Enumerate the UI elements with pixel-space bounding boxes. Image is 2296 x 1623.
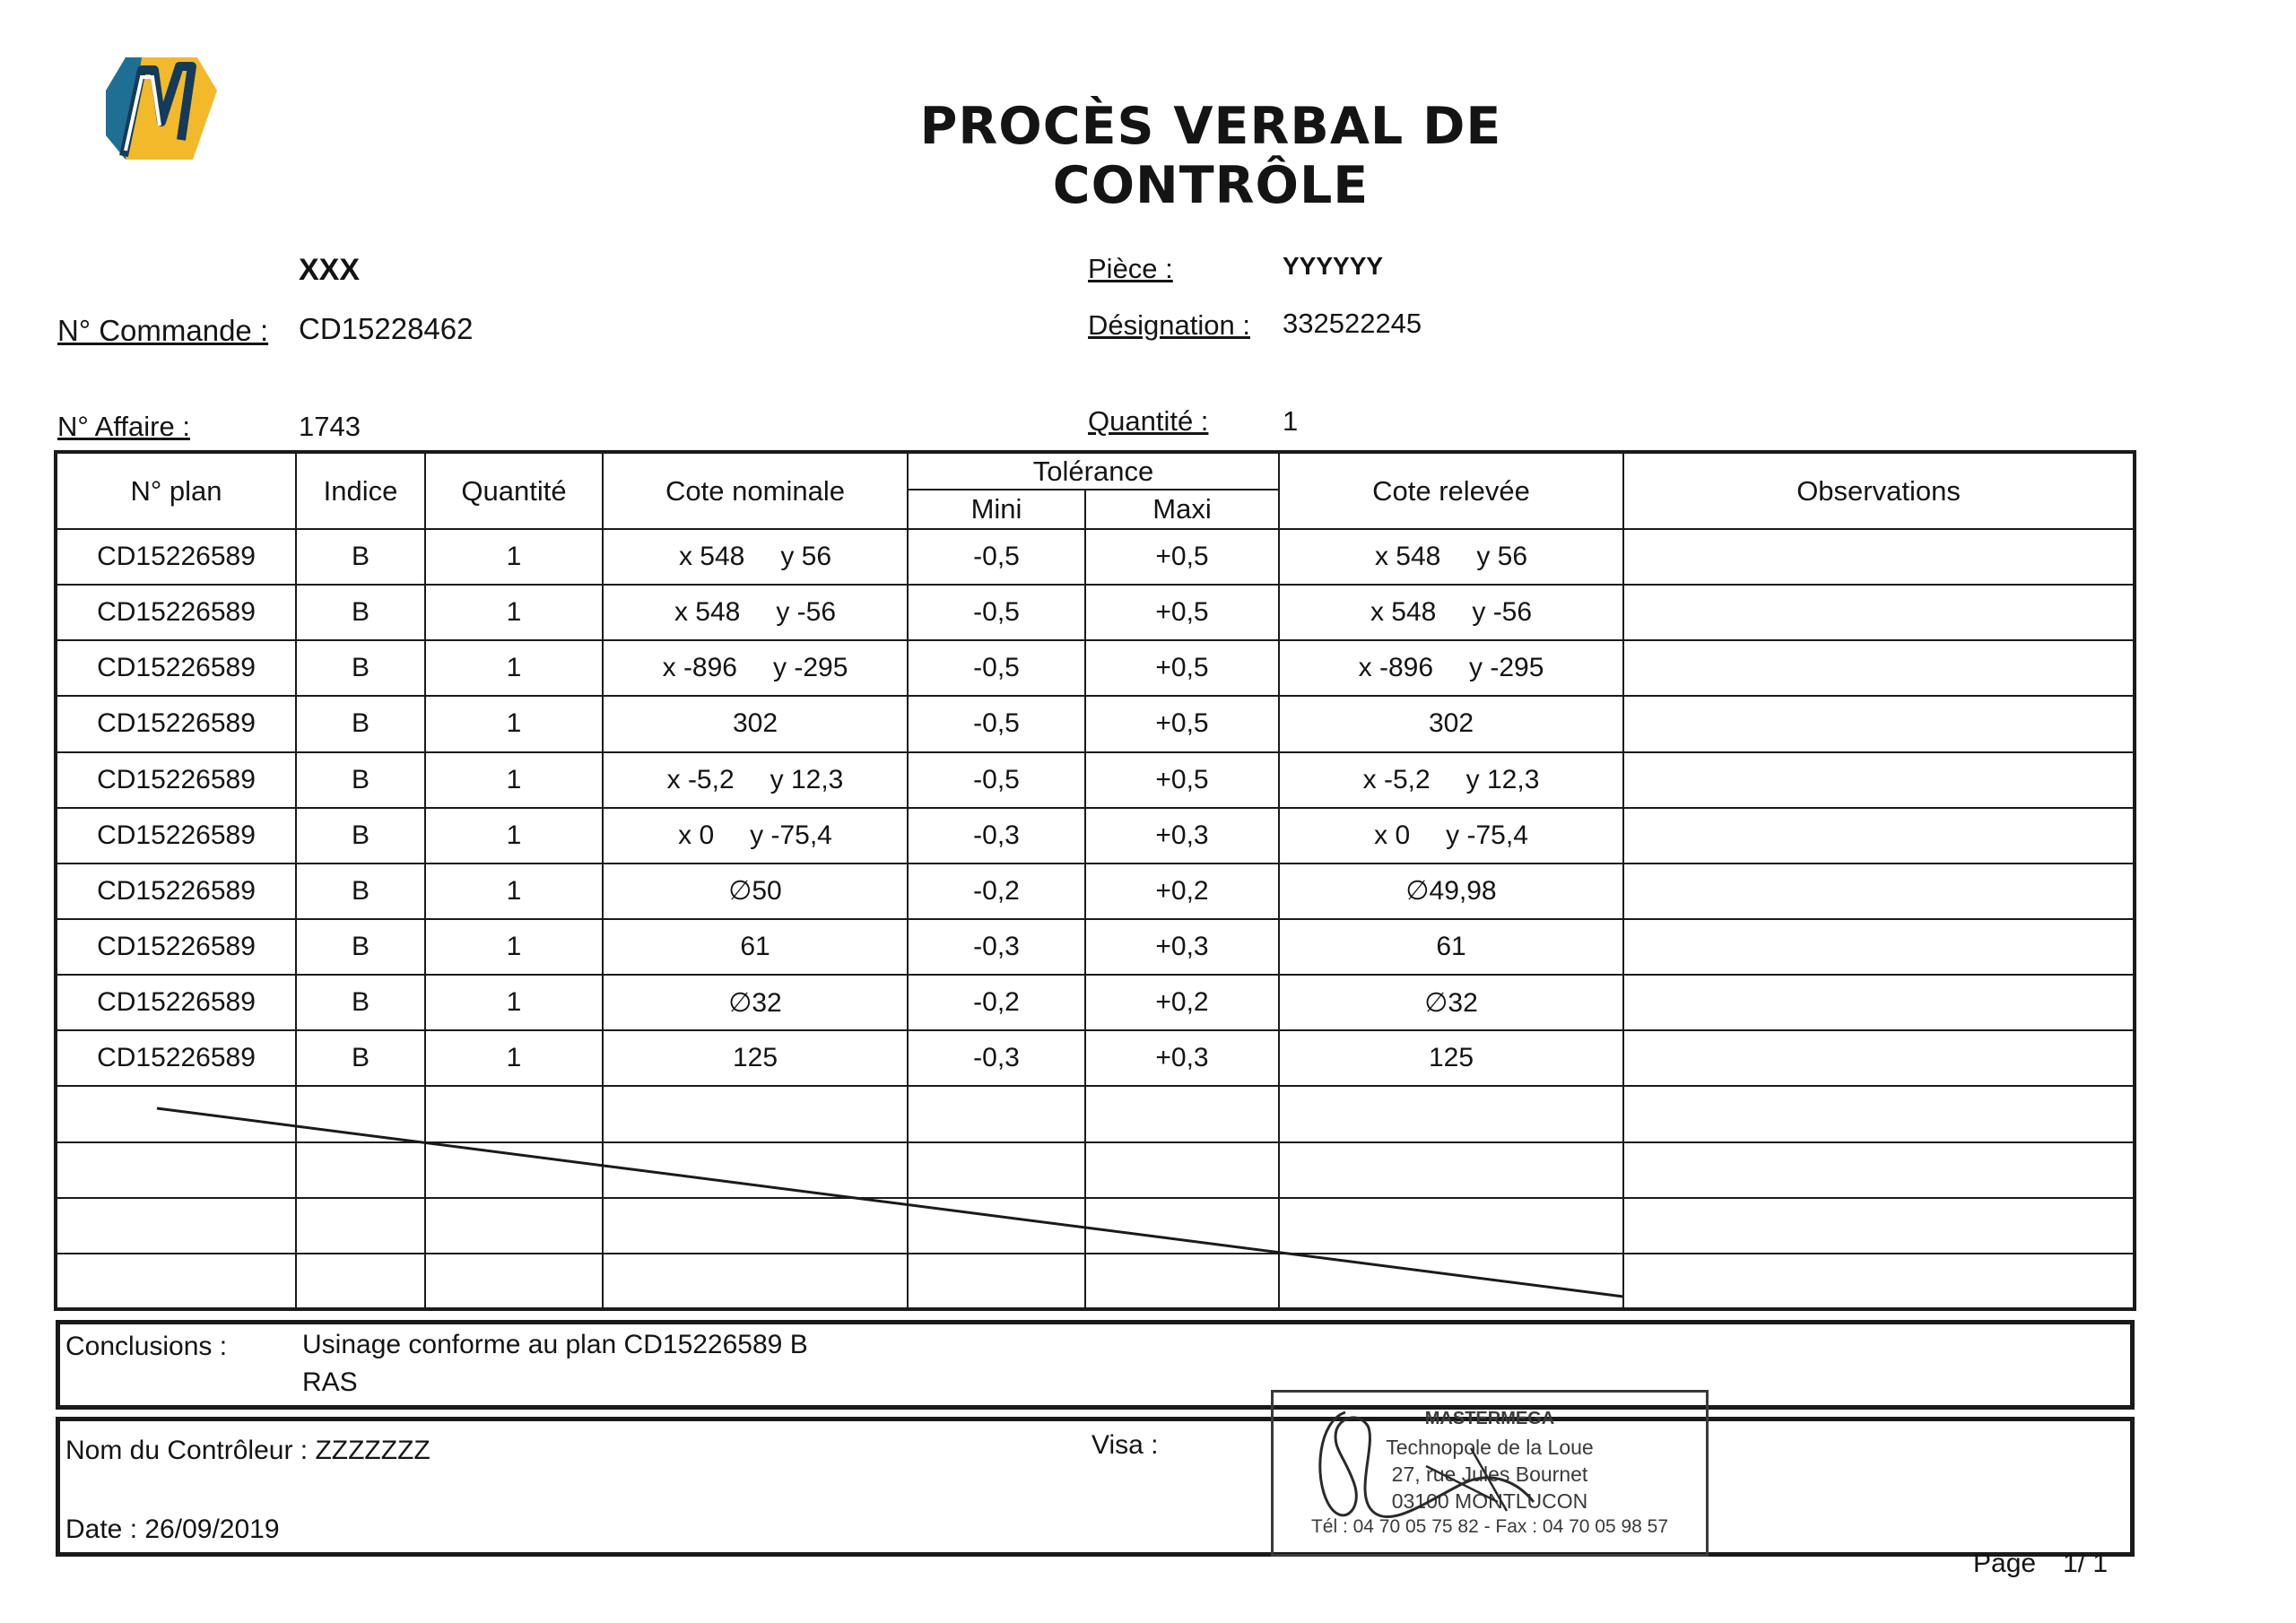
nominal-value-a: x 548 — [674, 597, 741, 628]
measured-value-a: 125 — [1428, 1043, 1474, 1073]
piece-label: Pièce : — [1088, 253, 1173, 284]
cell-maxi: +0,5 — [1085, 529, 1279, 585]
nominal-value-a: 302 — [732, 708, 778, 739]
cell-cote-nominale — [603, 529, 908, 585]
cell-maxi: +0,3 — [1085, 919, 1279, 975]
cell-indice: B — [296, 696, 425, 751]
stamp-line-4: Tél : 04 70 05 75 82 - Fax : 04 70 05 98 57 — [1310, 1516, 1669, 1537]
measured-value-a: ∅32 — [1424, 987, 1478, 1018]
empty-cell — [425, 1198, 603, 1254]
quantite-label: Quantité : — [1088, 405, 1209, 437]
quantite-value: 1 — [1283, 405, 1299, 437]
affaire-label: N° Affaire : — [57, 411, 190, 442]
control-table — [54, 450, 2136, 1311]
cell-observations — [1623, 808, 2135, 864]
empty-table-row — [56, 1086, 2135, 1141]
cell-mini: -0,2 — [908, 864, 1085, 919]
cell-maxi: +0,5 — [1085, 585, 1279, 640]
control-date: Date : 26/09/2019 — [65, 1515, 280, 1544]
cell-mini: -0,5 — [908, 640, 1085, 696]
cell-cote-relevee — [1279, 975, 1623, 1030]
cell-plan: CD15226589 — [56, 919, 296, 975]
cell-maxi: +0,2 — [1085, 864, 1279, 919]
cell-indice: B — [296, 585, 425, 640]
measured-value-a: x 0 — [1374, 820, 1411, 850]
cell-indice: B — [296, 808, 425, 864]
empty-cell — [296, 1198, 425, 1254]
measured-value-a: ∅49,98 — [1405, 876, 1497, 907]
empty-cell — [1279, 1086, 1623, 1141]
cell-maxi: +0,5 — [1085, 696, 1279, 751]
nominal-value-a: ∅32 — [728, 987, 782, 1018]
conclusions-label: Conclusions : — [65, 1332, 228, 1361]
empty-cell — [1623, 1142, 2135, 1198]
empty-cell — [908, 1086, 1085, 1141]
empty-cell — [1085, 1086, 1279, 1141]
nominal-value-a: 61 — [740, 932, 770, 962]
nominal-value-a: x 0 — [678, 820, 715, 850]
table-body — [56, 529, 2135, 1309]
cell-plan: CD15226589 — [56, 808, 296, 864]
commande-label: N° Commande : — [57, 314, 269, 347]
cell-maxi: +0,5 — [1085, 752, 1279, 808]
cell-quantite: 1 — [425, 696, 603, 751]
document-title: PROCÈS VERBAL DE CONTRÔLE — [919, 97, 1502, 215]
cell-plan: CD15226589 — [56, 640, 296, 696]
commande-value: CD15228462 — [299, 312, 474, 345]
empty-cell — [56, 1142, 296, 1198]
designation-label: Désignation : — [1088, 309, 1250, 341]
empty-cell — [1279, 1254, 1623, 1309]
cell-cote-nominale — [603, 696, 908, 751]
cell-plan: CD15226589 — [56, 752, 296, 808]
cell-observations — [1623, 696, 2135, 751]
header-indice: Indice — [296, 452, 425, 529]
company-stamp — [1271, 1390, 1709, 1557]
empty-cell — [1623, 1086, 2135, 1141]
cell-mini: -0,2 — [908, 975, 1085, 1030]
nominal-value-b: y 56 — [780, 542, 832, 572]
empty-cell — [1623, 1198, 2135, 1254]
cell-observations — [1623, 529, 2135, 585]
client-name: XXX — [299, 253, 361, 287]
controller-box — [56, 1417, 2135, 1557]
empty-cell — [1279, 1198, 1623, 1254]
table-row — [56, 808, 2135, 864]
measured-value-b: y 12,3 — [1465, 764, 1540, 794]
empty-cell — [603, 1254, 908, 1309]
empty-cell — [56, 1254, 296, 1309]
piece-value: YYYYYY — [1283, 252, 1384, 280]
measured-value-b: y -75,4 — [1446, 820, 1528, 850]
affaire-value: 1743 — [299, 411, 361, 442]
cell-quantite: 1 — [425, 585, 603, 640]
header-quantite: Quantité — [425, 452, 603, 529]
table-row — [56, 640, 2135, 696]
table-row — [56, 752, 2135, 808]
header-tolerance: Tolérance — [908, 452, 1279, 490]
table-row — [56, 975, 2135, 1030]
cell-indice: B — [296, 919, 425, 975]
cell-cote-nominale — [603, 1030, 908, 1086]
empty-cell — [425, 1142, 603, 1198]
cell-cote-relevee — [1279, 752, 1623, 808]
nominal-value-b: y 12,3 — [770, 764, 844, 794]
nominal-value-a: x -5,2 — [666, 764, 735, 794]
nominal-value-b: y -295 — [773, 653, 848, 683]
cell-cote-relevee — [1279, 585, 1623, 640]
cell-quantite: 1 — [425, 529, 603, 585]
table-row — [56, 585, 2135, 640]
empty-cell — [1085, 1254, 1279, 1309]
empty-cell — [1085, 1142, 1279, 1198]
cell-cote-relevee — [1279, 808, 1623, 864]
empty-cell — [296, 1086, 425, 1141]
cell-plan: CD15226589 — [56, 975, 296, 1030]
cell-cote-relevee — [1279, 1030, 1623, 1086]
nominal-value-a: ∅50 — [728, 876, 782, 907]
empty-cell — [603, 1142, 908, 1198]
cell-indice: B — [296, 975, 425, 1030]
cell-indice: B — [296, 529, 425, 585]
stamp-line-1: Technopole de la Loue — [1386, 1436, 1594, 1459]
cell-observations — [1623, 752, 2135, 808]
measured-value-a: x 548 — [1370, 597, 1437, 628]
measured-value-b: y -56 — [1472, 597, 1533, 628]
empty-cell — [603, 1198, 908, 1254]
cell-cote-nominale — [603, 640, 908, 696]
cell-cote-nominale — [603, 975, 908, 1030]
cell-plan: CD15226589 — [56, 864, 296, 919]
cell-observations — [1623, 919, 2135, 975]
measured-value-a: x -896 — [1358, 653, 1434, 683]
page-number: 1/ 1 — [2063, 1549, 2109, 1578]
empty-cell — [296, 1142, 425, 1198]
cell-mini: -0,5 — [908, 585, 1085, 640]
header-maxi: Maxi — [1085, 490, 1279, 529]
cell-observations — [1623, 1030, 2135, 1086]
cell-quantite: 1 — [425, 975, 603, 1030]
cell-quantite: 1 — [425, 640, 603, 696]
cell-quantite: 1 — [425, 919, 603, 975]
empty-cell — [908, 1142, 1085, 1198]
measured-value-b: y 56 — [1476, 542, 1528, 572]
cell-plan: CD15226589 — [56, 696, 296, 751]
cell-plan: CD15226589 — [56, 529, 296, 585]
cell-mini: -0,3 — [908, 1030, 1085, 1086]
measured-value-a: x 548 — [1374, 542, 1441, 572]
controller-name: Nom du Contrôleur : ZZZZZZZ — [65, 1436, 430, 1465]
conclusions-box — [56, 1320, 2135, 1410]
designation-value: 332522245 — [1283, 308, 1422, 339]
cell-maxi: +0,2 — [1085, 975, 1279, 1030]
header-cote-relevee: Cote relevée — [1279, 452, 1623, 529]
cell-cote-relevee — [1279, 696, 1623, 751]
table-row — [56, 1030, 2135, 1086]
table-row — [56, 696, 2135, 751]
nominal-value-a: x -896 — [662, 653, 737, 683]
cell-mini: -0,5 — [908, 529, 1085, 585]
cell-plan: CD15226589 — [56, 1030, 296, 1086]
measured-value-b: y -295 — [1469, 653, 1544, 683]
table-row — [56, 529, 2135, 585]
cell-indice: B — [296, 1030, 425, 1086]
empty-table-row — [56, 1198, 2135, 1254]
cell-indice: B — [296, 640, 425, 696]
cell-mini: -0,5 — [908, 696, 1085, 751]
cell-plan: CD15226589 — [56, 585, 296, 640]
cell-mini: -0,3 — [908, 919, 1085, 975]
empty-cell — [56, 1086, 296, 1141]
measured-value-a: 302 — [1428, 708, 1474, 739]
cell-observations — [1623, 585, 2135, 640]
cell-cote-nominale — [603, 752, 908, 808]
table-row — [56, 864, 2135, 919]
header-observations: Observations — [1623, 452, 2135, 529]
cell-observations — [1623, 640, 2135, 696]
stamp-company: MASTERMEGA — [1424, 1409, 1555, 1428]
cell-cote-relevee — [1279, 864, 1623, 919]
stamp-line-2: 27, rue Jules Bournet — [1391, 1462, 1588, 1486]
empty-cell — [908, 1254, 1085, 1309]
empty-cell — [1085, 1198, 1279, 1254]
nominal-value-a: x 548 — [678, 542, 745, 572]
cell-quantite: 1 — [425, 1030, 603, 1086]
empty-cell — [425, 1254, 603, 1309]
cell-cote-relevee — [1279, 640, 1623, 696]
cell-cote-nominale — [603, 864, 908, 919]
cell-mini: -0,5 — [908, 752, 1085, 808]
measured-value-a: 61 — [1436, 932, 1466, 962]
empty-table-row — [56, 1142, 2135, 1198]
nominal-value-a: 125 — [732, 1043, 778, 1073]
cell-observations — [1623, 864, 2135, 919]
empty-cell — [1623, 1254, 2135, 1309]
conclusions-line-1: Usinage conforme au plan CD15226589 B — [302, 1330, 808, 1359]
cell-maxi: +0,5 — [1085, 640, 1279, 696]
cell-indice: B — [296, 864, 425, 919]
cell-maxi: +0,3 — [1085, 1030, 1279, 1086]
cell-cote-nominale — [603, 919, 908, 975]
empty-cell — [1279, 1142, 1623, 1198]
cell-cote-relevee — [1279, 529, 1623, 585]
cell-indice: B — [296, 752, 425, 808]
conclusions-line-2: RAS — [302, 1367, 358, 1397]
mastermega-logo-icon — [99, 50, 220, 167]
cell-cote-nominale — [603, 808, 908, 864]
page-label: Page — [1973, 1549, 2037, 1578]
stamp-line-3: 03100 MONTLUCON — [1391, 1489, 1588, 1513]
cell-observations — [1623, 975, 2135, 1030]
cell-quantite: 1 — [425, 808, 603, 864]
nominal-value-b: y -75,4 — [750, 820, 832, 850]
cell-quantite: 1 — [425, 752, 603, 808]
cell-quantite: 1 — [425, 864, 603, 919]
header-plan: N° plan — [56, 452, 296, 529]
measured-value-a: x -5,2 — [1362, 764, 1431, 794]
visa-label: Visa : — [1091, 1430, 1159, 1460]
empty-cell — [56, 1198, 296, 1254]
cell-mini: -0,3 — [908, 808, 1085, 864]
table-row — [56, 919, 2135, 975]
cell-maxi: +0,3 — [1085, 808, 1279, 864]
header-mini: Mini — [908, 490, 1085, 529]
empty-cell — [296, 1254, 425, 1309]
empty-cell — [908, 1198, 1085, 1254]
cell-cote-nominale — [603, 585, 908, 640]
cell-cote-relevee — [1279, 919, 1623, 975]
header-cote-nominale: Cote nominale — [603, 452, 908, 529]
nominal-value-b: y -56 — [776, 597, 837, 628]
empty-cell — [603, 1086, 908, 1141]
empty-cell — [425, 1086, 603, 1141]
empty-table-row — [56, 1254, 2135, 1309]
